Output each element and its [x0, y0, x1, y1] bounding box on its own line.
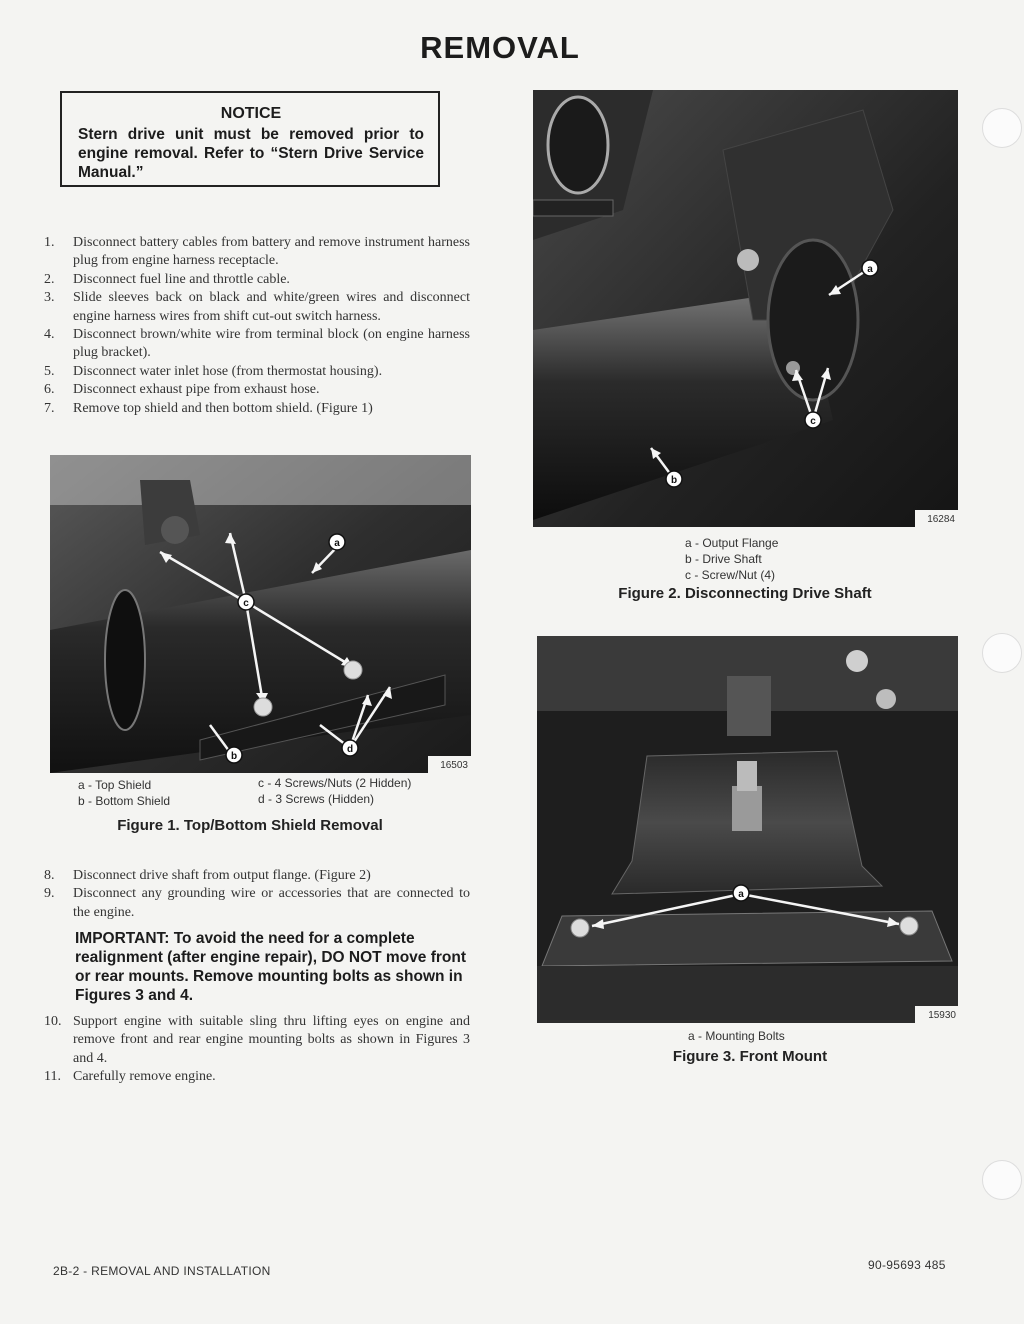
step-text: Carefully remove engine.	[73, 1069, 216, 1085]
figure2-caption: Figure 2. Disconnecting Drive Shaft	[618, 585, 872, 602]
step-text: Disconnect battery cables from battery and remove instrument harness plug from engine harness receptacle.	[73, 235, 470, 269]
callout-b: b	[230, 751, 238, 762]
step-text: Disconnect fuel line and throttle cable.	[73, 271, 290, 287]
figure1-caption: Figure 1. Top/Bottom Shield Removal	[117, 817, 383, 834]
callout-a: a	[738, 889, 744, 900]
figure3-number: 15930	[928, 1010, 956, 1021]
step-number: 1.	[44, 235, 55, 250]
figure3-legend-a: a - Mounting Bolts	[688, 1029, 785, 1043]
page-title: REMOVAL	[420, 30, 580, 65]
notice-box	[60, 91, 440, 187]
figure1-illustration	[50, 455, 471, 773]
figure1-number: 16503	[440, 760, 468, 771]
step-number: 4.	[44, 327, 55, 343]
figure3-illustration	[537, 636, 958, 1023]
step-text: Disconnect exhaust pipe from exhaust hose.	[73, 382, 320, 398]
figure2-legend	[685, 535, 778, 583]
figure1-legend-d: d - 3 Screws (Hidden)	[258, 792, 375, 806]
figure3-callouts	[733, 885, 749, 901]
step-item	[44, 867, 470, 885]
figure2-illustration	[533, 90, 958, 527]
step-text: Disconnect brown/white wire from terminal block (on engine harness plug bracket).	[73, 327, 470, 361]
step-item	[44, 289, 470, 326]
step-item	[44, 363, 470, 381]
callout-c: c	[810, 416, 816, 427]
figure1-legend-a: a - Top Shield	[78, 778, 152, 792]
step-item	[44, 381, 470, 399]
step-item	[44, 1013, 470, 1068]
figure1-legend-c: c - 4 Screws/Nuts (2 Hidden)	[258, 776, 412, 790]
binder-hole	[982, 633, 1022, 673]
figure3-photo	[537, 636, 958, 1023]
figure3-caption: Figure 3. Front Mount	[672, 1048, 828, 1065]
step-text: Slide sleeves back on black and white/green wires and disconnect engine harness wires from shift cut-out switch harness.	[73, 290, 470, 324]
figure2-legend-b: b - Drive Shaft	[685, 552, 762, 566]
removal-steps-10-11	[44, 1013, 470, 1087]
step-number: 10.	[44, 1014, 62, 1029]
step-number: 2.	[44, 271, 55, 287]
step-item	[44, 1068, 470, 1086]
binder-hole	[982, 1160, 1022, 1200]
callout-d: d	[346, 744, 354, 755]
figure1-photo	[50, 455, 471, 773]
callout-b: b	[670, 475, 678, 486]
notice-title: NOTICE	[220, 105, 282, 122]
figure2-number: 16284	[927, 514, 955, 525]
removal-steps-8-9	[44, 867, 470, 922]
important-note: IMPORTANT: To avoid the need for a complete realignment (after engine repair), DO NOT move front or rear mounts. Remove mounting bolts as shown in Figures 3 and 4.	[75, 930, 467, 1004]
step-number: 6.	[44, 382, 55, 398]
step-number: 8.	[44, 868, 55, 883]
figure2-photo	[533, 90, 958, 527]
figure2-legend-c: c - Screw/Nut (4)	[685, 568, 776, 582]
callout-a: a	[334, 538, 340, 549]
step-text: Remove top shield and then bottom shield. (Figure 1)	[73, 400, 373, 416]
step-number: 5.	[44, 363, 55, 379]
footer-part-number: 90-95693 485	[868, 1258, 946, 1272]
step-text: Support engine with suitable sling thru lifting eyes on engine and remove front and rear engine mounting bolts as shown in Figures 3 and 4.	[73, 1014, 470, 1066]
callout-c: c	[243, 598, 249, 609]
step-item	[44, 885, 470, 922]
removal-steps-1-7	[44, 234, 470, 418]
binder-hole	[982, 108, 1022, 148]
footer-section-label: 2B-2 - REMOVAL AND INSTALLATION	[53, 1264, 271, 1278]
step-number: 3.	[44, 290, 55, 306]
step-item	[44, 400, 470, 418]
figure2-legend-a: a - Output Flange	[685, 536, 779, 550]
figure1-legend-b: b - Bottom Shield	[78, 794, 171, 808]
step-number: 9.	[44, 886, 55, 902]
step-item	[44, 326, 470, 363]
step-number: 7.	[44, 400, 55, 416]
step-item	[44, 271, 470, 289]
step-text: Disconnect any grounding wire or accessories that are connected to the engine.	[73, 886, 470, 920]
callout-a: a	[867, 264, 873, 275]
step-text: Disconnect water inlet hose (from thermostat housing).	[73, 363, 383, 379]
step-item	[44, 234, 470, 271]
step-text: Disconnect drive shaft from output flange. (Figure 2)	[73, 868, 371, 883]
step-number: 11.	[44, 1069, 61, 1085]
notice-body: Stern drive unit must be removed prior to engine removal. Refer to “Stern Drive Service Manual.”	[78, 126, 424, 181]
